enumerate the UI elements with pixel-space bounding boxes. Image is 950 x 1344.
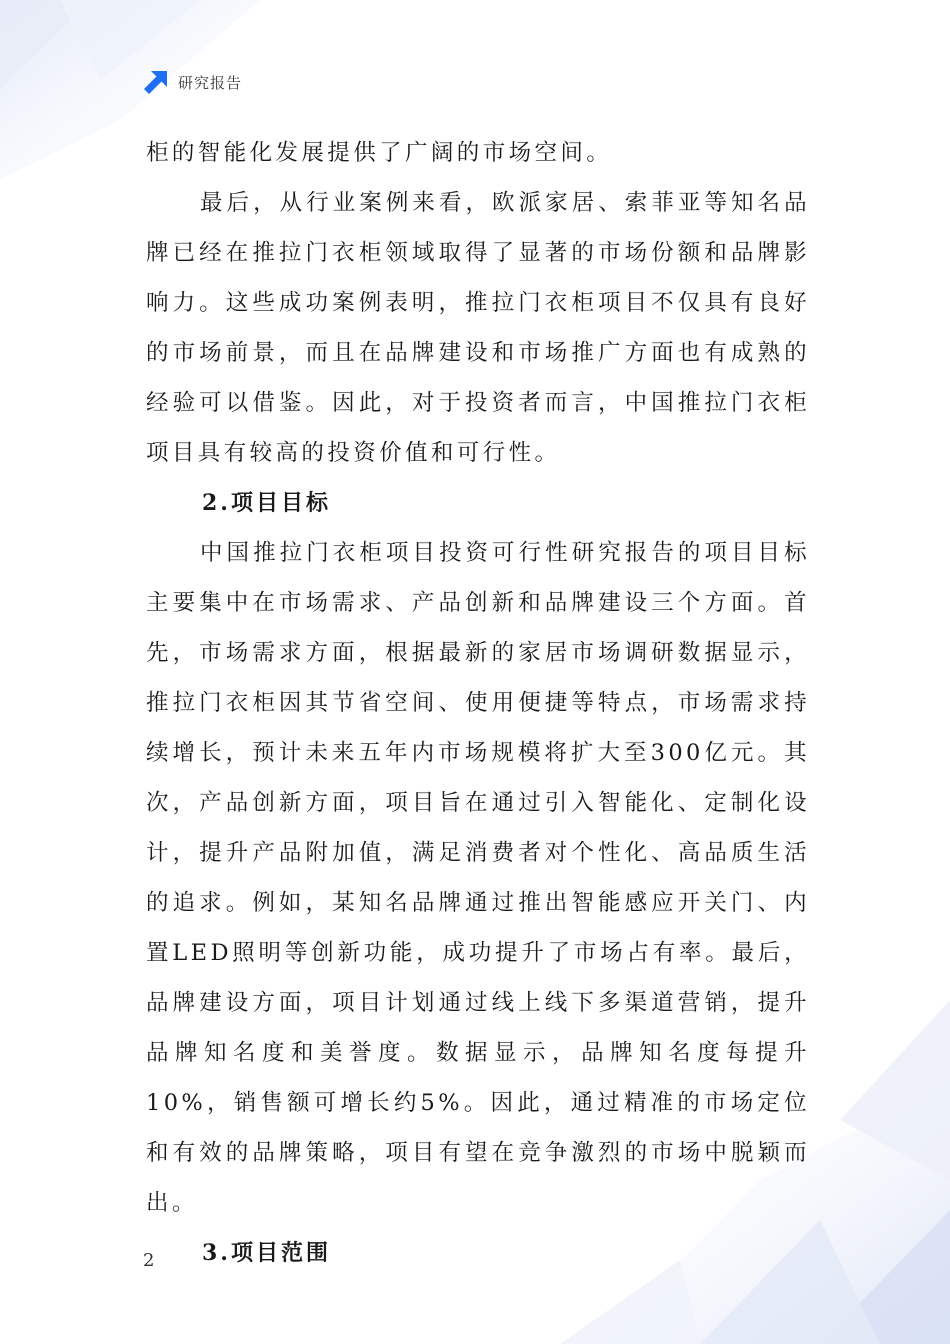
document-body [146,128,810,1278]
section-heading-project-goals: 2.项目目标 [202,490,331,516]
header-title: 研究报告 [178,73,243,92]
section-heading-project-scope: 3.项目范围 [202,1240,331,1266]
paragraph-continuation: 柜的智能化发展提供了广阔的市场空间。 [146,140,613,166]
page-number: 2 [143,1250,155,1271]
arrow-up-right-icon [143,69,169,95]
paragraph-project-goals: 中国推拉门衣柜项目投资可行性研究报告的项目目标主要集中在市场需求、产品创新和品牌建设三个方面。首先，市场需求方面，根据最新的家居市场调研数据显示，推拉门衣柜因其节省空间、使用便捷等特点，市场需求持续增长，预计未来五年内市场规模将扩大至300亿元。其次，产品创新方面，项目旨在通过引入智能化、定制化设计，提升产品附加值，满足消费者对个性化、高品质生活的追求。例如，某知名品牌通过推出智能感应开关门、内置LED照明等创新功能，成功提升了市场占有率。最后，品牌建设方面，项目计划通过线上线下多渠道营销，提升品牌知名度和美誉度。数据显示，品牌知名度每提升10%，销售额可增长约5%。因此，通过精准的市场定位和有效的品牌策略，项目有望在竞争激烈的市场中脱颖而出。 [146,540,810,1216]
report-header [143,68,242,96]
paragraph-industry-cases: 最后，从行业案例来看，欧派家居、索菲亚等知名品牌已经在推拉门衣柜领域取得了显著的市场份额和品牌影响力。这些成功案例表明，推拉门衣柜项目不仅具有良好的市场前景，而且在品牌建设和市场推广方面也有成熟的经验可以借鉴。因此，对于投资者而言，中国推拉门衣柜项目具有较高的投资价值和可行性。 [146,190,810,466]
